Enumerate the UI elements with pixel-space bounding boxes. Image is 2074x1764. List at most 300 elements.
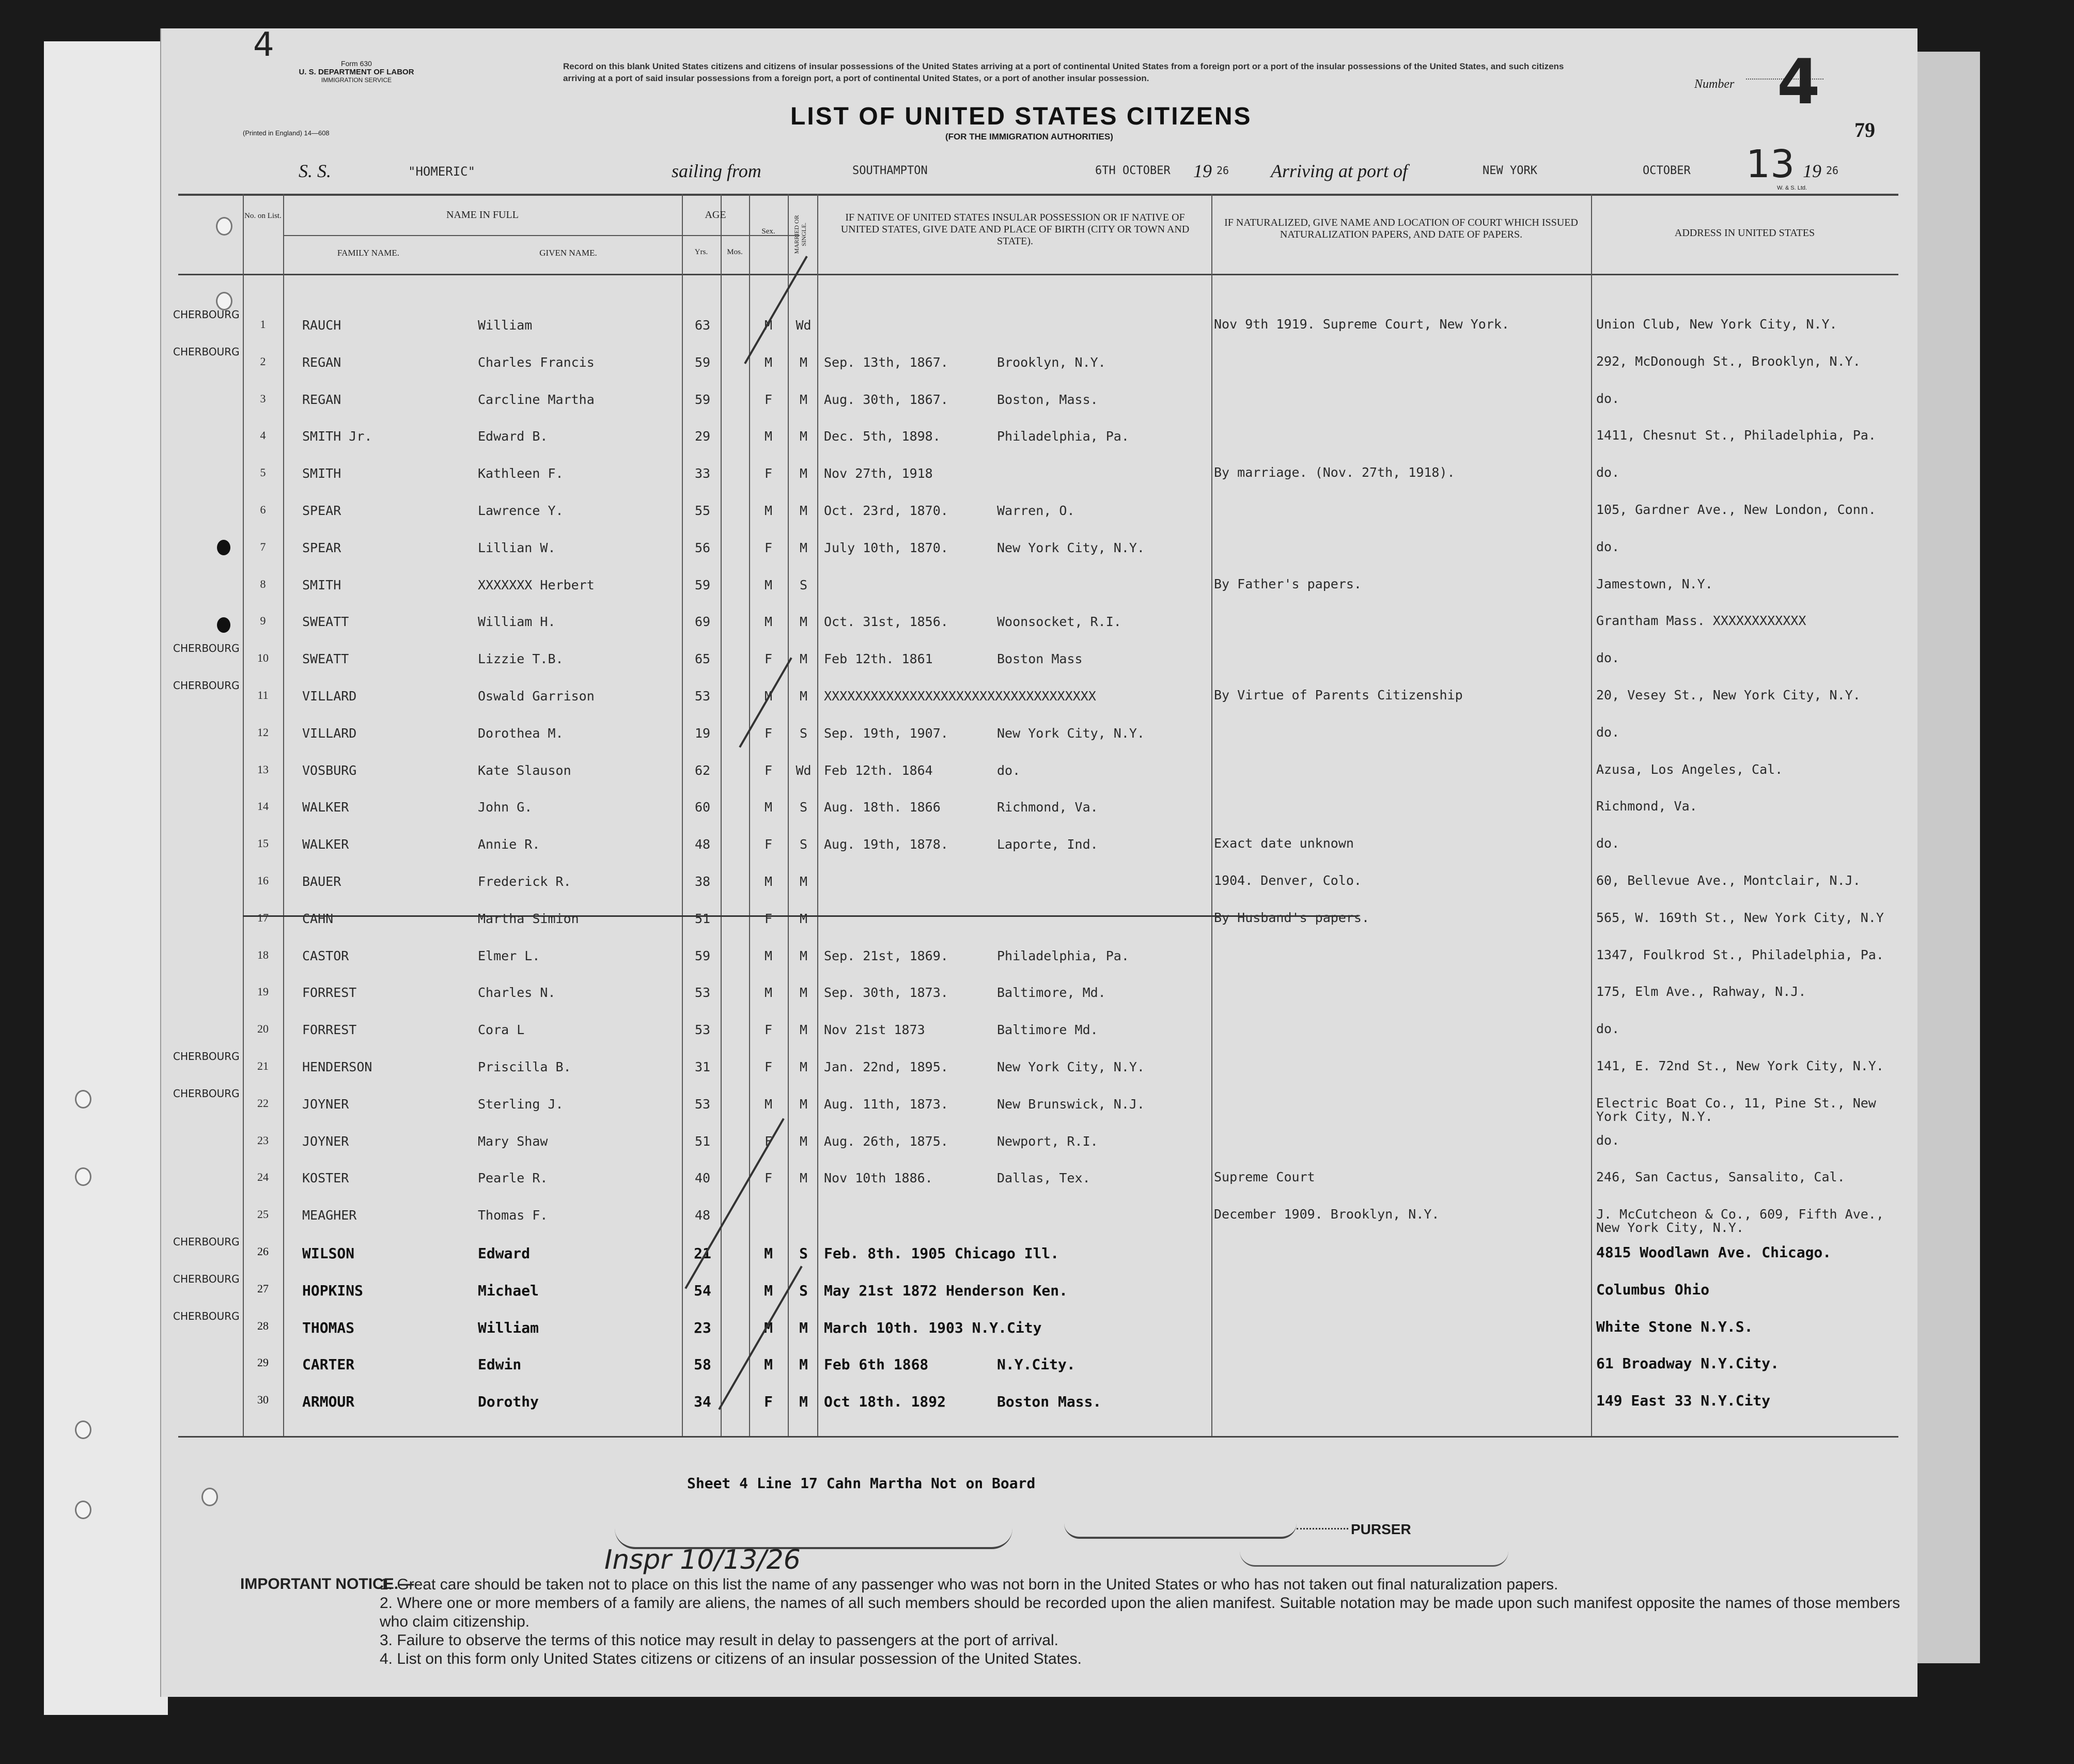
row-addr: Columbus Ohio bbox=[1596, 1281, 1710, 1298]
row-sex: M bbox=[764, 1356, 773, 1373]
row-ms: Wd bbox=[796, 318, 812, 333]
row-given: XXXXXXX Herbert bbox=[478, 577, 595, 592]
row-family: CAHN bbox=[302, 911, 334, 926]
row-n: 23 bbox=[257, 1133, 269, 1147]
form-number: Form 630 bbox=[341, 59, 372, 68]
punch-hole bbox=[216, 292, 232, 310]
row-given: Frederick R. bbox=[478, 874, 571, 889]
row-family: RAUCH bbox=[302, 318, 341, 333]
row-addr: Richmond, Va. bbox=[1596, 799, 1697, 814]
row-sex: F bbox=[764, 392, 773, 407]
row-nat: By Husband's papers. bbox=[1214, 910, 1370, 925]
row-birth-date: Aug. 26th, 1875. bbox=[824, 1133, 948, 1149]
header-native: IF NATIVE OF UNITED STATES INSULAR POSSESSION OR IF NATIVE OF UNITED STATES, GIVE DATE AND PLACE OF BIRTH (CITY OR TOWN AND STATE). bbox=[840, 212, 1190, 247]
printed-note: (Printed in England) 14—608 bbox=[243, 129, 330, 137]
row-family: SMITH bbox=[302, 466, 341, 481]
row-n: 19 bbox=[257, 985, 269, 998]
row-age: 55 bbox=[694, 503, 711, 518]
punch-hole bbox=[217, 617, 230, 633]
row-birth-date: Oct. 23rd, 1870. bbox=[824, 503, 948, 518]
footer-note: Sheet 4 Line 17 Cahn Martha Not on Board bbox=[687, 1475, 1036, 1492]
row-family: CARTER bbox=[302, 1356, 355, 1373]
punch-hole bbox=[217, 540, 230, 555]
row-birth-date: May 21st 1872 Henderson Ken. bbox=[824, 1282, 1068, 1299]
margin-port-note: CHERBOURG bbox=[173, 642, 240, 655]
punch-hole bbox=[75, 1501, 91, 1519]
row-family: REGAN bbox=[302, 392, 341, 407]
purser-label: PURSER bbox=[1351, 1521, 1411, 1537]
row-family: HENDERSON bbox=[302, 1059, 372, 1074]
row-addr: Azusa, Los Angeles, Cal. bbox=[1596, 761, 1783, 777]
row-sex: M bbox=[764, 614, 773, 630]
row-given: Pearle R. bbox=[478, 1170, 548, 1186]
row-birth-date: Feb 6th 1868 bbox=[824, 1356, 929, 1373]
notice-item: 1. Great care should be taken not to place on this list the name of any passenger who was not born in the United States or who has not taken out final naturalization papers. bbox=[380, 1576, 1558, 1593]
row-given: Edward bbox=[478, 1245, 531, 1262]
row-nat: 1904. Denver, Colo. bbox=[1214, 873, 1362, 888]
row-ms: M bbox=[799, 429, 808, 444]
row-birth-date: Aug. 11th, 1873. bbox=[824, 1096, 948, 1112]
row-birth-date: Sep. 19th, 1907. bbox=[824, 725, 948, 741]
row-addr: 141, E. 72nd St., New York City, N.Y. bbox=[1596, 1058, 1884, 1073]
row-n: 17 bbox=[257, 911, 269, 924]
row-addr: 149 East 33 N.Y.City bbox=[1596, 1392, 1771, 1410]
row-sex: F bbox=[764, 725, 773, 741]
row-age: 53 bbox=[694, 1022, 711, 1038]
row-sex: F bbox=[764, 762, 773, 778]
page-stack-edge bbox=[1911, 52, 1980, 1663]
row-ms: S bbox=[799, 1245, 808, 1262]
row-birth-date: Feb. 8th. 1905 Chicago Ill. bbox=[824, 1245, 1059, 1262]
row-n: 25 bbox=[257, 1208, 269, 1221]
row-addr: Union Club, New York City, N.Y. bbox=[1596, 317, 1837, 332]
row-addr: do. bbox=[1596, 539, 1620, 554]
row-age: 65 bbox=[694, 651, 711, 667]
row-sex: F bbox=[764, 1393, 773, 1411]
row-birth-date: Aug. 19th, 1878. bbox=[824, 837, 948, 852]
row-ms: M bbox=[799, 503, 808, 518]
row-n: 30 bbox=[257, 1393, 269, 1407]
notice-title: IMPORTANT NOTICE.— bbox=[240, 1575, 414, 1593]
row-family: VOSBURG bbox=[302, 762, 357, 778]
row-given: William H. bbox=[478, 614, 556, 630]
row-birth-place: Baltimore Md. bbox=[997, 1022, 1098, 1038]
row-birth-place: do. bbox=[997, 762, 1021, 778]
row-addr: do. bbox=[1596, 724, 1620, 740]
row-n: 10 bbox=[257, 651, 269, 665]
row-given: Annie R. bbox=[478, 837, 540, 852]
row-family: FORREST bbox=[302, 1022, 357, 1038]
service: IMMIGRATION SERVICE bbox=[321, 76, 392, 84]
row-family: WILSON bbox=[302, 1245, 355, 1262]
page-number: 79 bbox=[1854, 118, 1875, 142]
row-given: Dorothea M. bbox=[478, 725, 564, 741]
row-family: SWEATT bbox=[302, 614, 349, 630]
row-age: 54 bbox=[694, 1282, 711, 1299]
row-n: 7 bbox=[260, 540, 266, 553]
row-sex: M bbox=[764, 1282, 773, 1299]
depart-year: 26 bbox=[1217, 164, 1229, 177]
row-ms: M bbox=[799, 1319, 808, 1336]
row-family: KOSTER bbox=[302, 1170, 349, 1186]
row-n: 1 bbox=[260, 318, 266, 331]
row-age: 23 bbox=[694, 1319, 711, 1336]
row-family: BAUER bbox=[302, 874, 341, 889]
row-birth-date: Sep. 13th, 1867. bbox=[824, 354, 948, 370]
row-addr: 60, Bellevue Ave., Montclair, N.J. bbox=[1596, 873, 1861, 888]
row-birth-date: Dec. 5th, 1898. bbox=[824, 429, 941, 444]
row-n: 2 bbox=[260, 354, 266, 368]
row-given: Dorothy bbox=[478, 1393, 539, 1411]
row-given: Lawrence Y. bbox=[478, 503, 564, 518]
row-birth-date: Aug. 30th, 1867. bbox=[824, 392, 948, 407]
row-birth-place: Laporte, Ind. bbox=[997, 837, 1098, 852]
header-married: MARRIED OR SINGLE. bbox=[793, 215, 807, 254]
binder-edge bbox=[44, 41, 168, 1715]
row-age: 33 bbox=[694, 466, 711, 481]
row-given: John G. bbox=[478, 800, 533, 815]
row-ms: M bbox=[799, 948, 808, 963]
row-addr: 20, Vesey St., New York City, N.Y. bbox=[1596, 688, 1861, 703]
row-birth-place: New York City, N.Y. bbox=[997, 540, 1145, 555]
row-age: 53 bbox=[694, 1096, 711, 1112]
row-birth-date: Oct. 31st, 1856. bbox=[824, 614, 948, 630]
row-birth-place: Brooklyn, N.Y. bbox=[997, 354, 1106, 370]
row-birth-place: N.Y.City. bbox=[997, 1356, 1075, 1373]
row-addr: 105, Gardner Ave., New London, Conn. bbox=[1596, 502, 1876, 517]
row-age: 59 bbox=[694, 577, 711, 592]
row-given: William bbox=[478, 1319, 539, 1336]
row-sex: M bbox=[764, 318, 773, 333]
row-birth-place: Woonsocket, R.I. bbox=[997, 614, 1121, 630]
manifest-sheet bbox=[160, 28, 1917, 1697]
row-age: 56 bbox=[694, 540, 711, 555]
row-age: 31 bbox=[694, 1059, 711, 1074]
row-family: SPEAR bbox=[302, 503, 341, 518]
row-sex: M bbox=[764, 948, 773, 963]
row-given: Kathleen F. bbox=[478, 466, 564, 481]
row-addr: J. McCutcheon & Co., 609, Fifth Ave., New York City, N.Y. bbox=[1596, 1207, 1884, 1236]
row-nat: December 1909. Brooklyn, N.Y. bbox=[1214, 1207, 1440, 1222]
row-addr: 246, San Cactus, Sansalito, Cal. bbox=[1596, 1169, 1845, 1185]
row-birth-place: Dallas, Tex. bbox=[997, 1170, 1090, 1186]
row-addr: 175, Elm Ave., Rahway, N.J. bbox=[1596, 984, 1806, 1000]
inspector-stamp: Inspr 10/13/26 bbox=[604, 1544, 801, 1575]
row-family: JOYNER bbox=[302, 1096, 349, 1112]
row-n: 12 bbox=[257, 725, 269, 739]
row-given: Priscilla B. bbox=[478, 1059, 571, 1074]
arrive-year-prefix: 19 bbox=[1803, 161, 1821, 181]
ship-name: "HOMERIC" bbox=[408, 164, 476, 179]
row-birth-place: Warren, O. bbox=[997, 503, 1075, 518]
row-addr: 61 Broadway N.Y.City. bbox=[1596, 1355, 1780, 1372]
row-sex: M bbox=[764, 1096, 773, 1112]
row-ms: M bbox=[799, 1133, 808, 1149]
signature-second bbox=[1240, 1539, 1508, 1567]
form-instruction: Record on this blank United States citizens and citizens of insular possessions of the United States arriving at a port of continental United States from a foreign port or a port of the insular possessions of the United States, and such citizens arriving at a port of said insular possessions from a foreign port, a port of continental United States, or a port of another insular possession. bbox=[563, 61, 1564, 83]
row-birth-place: Baltimore, Md. bbox=[997, 985, 1106, 1001]
header-age: AGE bbox=[705, 209, 726, 221]
row-age: 60 bbox=[694, 800, 711, 815]
row-age: 62 bbox=[694, 762, 711, 778]
row-sex: F bbox=[764, 1170, 773, 1186]
page-title: LIST OF UNITED STATES CITIZENS bbox=[790, 103, 1252, 130]
row-given: Edward B. bbox=[478, 429, 548, 444]
row-n: 21 bbox=[257, 1059, 269, 1072]
row-birth-date: March 10th. 1903 N.Y.City bbox=[824, 1319, 1042, 1336]
row-ms: M bbox=[799, 466, 808, 481]
row-sex: M bbox=[764, 985, 773, 1001]
row-sex: M bbox=[764, 429, 773, 444]
row-family: MEAGHER bbox=[302, 1208, 357, 1223]
row-ms: M bbox=[799, 911, 808, 926]
margin-port-note: CHERBOURG bbox=[173, 679, 240, 692]
row-age: 53 bbox=[694, 985, 711, 1001]
header-name-in-full: NAME IN FULL bbox=[446, 209, 519, 221]
row-ms: M bbox=[799, 1356, 808, 1373]
row-addr: do. bbox=[1596, 836, 1620, 851]
punch-hole bbox=[216, 217, 232, 236]
row-sex: M bbox=[764, 689, 773, 704]
row-ms: M bbox=[799, 392, 808, 407]
row-addr: 1347, Foulkrod St., Philadelphia, Pa. bbox=[1596, 947, 1884, 962]
row-n: 27 bbox=[257, 1282, 269, 1295]
row-sex: M bbox=[764, 1319, 773, 1336]
row-given: Kate Slauson bbox=[478, 762, 571, 778]
header-yrs: Yrs. bbox=[694, 248, 708, 256]
row-sex: F bbox=[764, 911, 773, 926]
row-n: 16 bbox=[257, 874, 269, 887]
row-nat: By marriage. (Nov. 27th, 1918). bbox=[1214, 465, 1455, 480]
row-given: Edwin bbox=[478, 1356, 522, 1373]
row-nat: By Virtue of Parents Citizenship bbox=[1214, 688, 1463, 703]
row-birth-date: Jan. 22nd, 1895. bbox=[824, 1059, 948, 1074]
row-age: 21 bbox=[694, 1245, 711, 1262]
row-n: 4 bbox=[260, 429, 266, 442]
row-given: Carcline Martha bbox=[478, 392, 595, 407]
row-sex: M bbox=[764, 1245, 773, 1262]
row-family: THOMAS bbox=[302, 1319, 355, 1336]
row-ms: M bbox=[799, 1393, 808, 1411]
row-birth-date: Nov 10th 1886. bbox=[824, 1170, 933, 1186]
row-birth-date: Feb 12th. 1861 bbox=[824, 651, 933, 667]
header-family-name: FAMILY NAME. bbox=[337, 248, 400, 258]
row-birth-place: New York City, N.Y. bbox=[997, 1059, 1145, 1074]
row-birth-place: Newport, R.I. bbox=[997, 1133, 1098, 1149]
row-family: VILLARD bbox=[302, 689, 357, 704]
row-age: 29 bbox=[694, 429, 711, 444]
row-n: 11 bbox=[257, 689, 269, 701]
row-age: 59 bbox=[694, 948, 711, 963]
header-given-name: GIVEN NAME. bbox=[539, 248, 597, 258]
row-addr: Grantham Mass. XXXXXXXXXXXX bbox=[1596, 613, 1806, 629]
row-family: ARMOUR bbox=[302, 1393, 355, 1411]
row-age: 34 bbox=[694, 1393, 711, 1411]
row-ms: S bbox=[799, 577, 808, 592]
row-age: 40 bbox=[694, 1170, 711, 1186]
notice-item: 2. Where one or more members of a family are aliens, the names of all such members should be recorded upon the alien manifest. Suitable notation may be made upon such manifest opposite the names of those members who claim citizenship. bbox=[380, 1595, 1900, 1630]
row-n: 8 bbox=[260, 577, 266, 590]
arrive-month: OCTOBER bbox=[1643, 164, 1691, 177]
row-n: 15 bbox=[257, 837, 269, 850]
row-n: 28 bbox=[257, 1319, 269, 1332]
row-ms: M bbox=[799, 1096, 808, 1112]
row-age: 59 bbox=[694, 354, 711, 370]
row-addr: do. bbox=[1596, 1132, 1620, 1148]
row-age: 48 bbox=[694, 837, 711, 852]
row-ms: M bbox=[799, 1170, 808, 1186]
row-family: VILLARD bbox=[302, 725, 357, 741]
row-age: 51 bbox=[694, 1133, 711, 1149]
arrive-day: 13 bbox=[1746, 142, 1795, 186]
row-age: 59 bbox=[694, 392, 711, 407]
row-n: 14 bbox=[257, 800, 269, 813]
row-family: HOPKINS bbox=[302, 1282, 364, 1299]
notice-item: 4. List on this form only United States citizens or citizens of an insular possession of the United States. bbox=[380, 1650, 1082, 1667]
row-n: 3 bbox=[260, 392, 266, 405]
row-addr: Electric Boat Co., 11, Pine St., New York City, N.Y. bbox=[1596, 1095, 1876, 1125]
row-ms: S bbox=[799, 837, 808, 852]
row-family: REGAN bbox=[302, 354, 341, 370]
row-given: Martha Simion bbox=[478, 911, 579, 926]
row-ms: S bbox=[799, 725, 808, 741]
row-birth-place: Philadelphia, Pa. bbox=[997, 429, 1129, 444]
margin-port-note: CHERBOURG bbox=[173, 1050, 240, 1063]
row-birth-place: Philadelphia, Pa. bbox=[997, 948, 1129, 963]
row-ms: M bbox=[799, 1022, 808, 1038]
sailing-label: sailing from bbox=[672, 161, 761, 181]
row-n: 22 bbox=[257, 1096, 269, 1110]
row-17-strike bbox=[243, 915, 1359, 917]
row-birth-date: Oct 18th. 1892 bbox=[824, 1393, 946, 1411]
header-address: ADDRESS IN UNITED STATES bbox=[1674, 227, 1815, 239]
row-sex: F bbox=[764, 651, 773, 667]
depart-year-prefix: 19 bbox=[1193, 161, 1212, 181]
row-given: Lizzie T.B. bbox=[478, 651, 564, 667]
row-ms: M bbox=[799, 354, 808, 370]
row-sex: F bbox=[764, 1059, 773, 1074]
row-sex: F bbox=[764, 1022, 773, 1038]
row-birth-date: Sep. 21st, 1869. bbox=[824, 948, 948, 963]
row-birth-date: Aug. 18th. 1866 bbox=[824, 800, 941, 815]
row-ms: S bbox=[799, 800, 808, 815]
row-family: SMITH bbox=[302, 577, 341, 592]
margin-port-note: CHERBOURG bbox=[173, 308, 240, 321]
row-sex: F bbox=[764, 540, 773, 555]
row-given: William bbox=[478, 318, 533, 333]
row-family: WALKER bbox=[302, 800, 349, 815]
row-age: 53 bbox=[694, 689, 711, 704]
row-sex: M bbox=[764, 503, 773, 518]
arriving-label: Arriving at port of bbox=[1271, 161, 1408, 181]
page-subtitle: (FOR THE IMMIGRATION AUTHORITIES) bbox=[945, 132, 1113, 142]
row-family: SWEATT bbox=[302, 651, 349, 667]
margin-port-note: CHERBOURG bbox=[173, 1087, 240, 1100]
row-sex: F bbox=[764, 1133, 773, 1149]
row-given: Thomas F. bbox=[478, 1208, 548, 1223]
row-family: WALKER bbox=[302, 837, 349, 852]
punch-hole bbox=[75, 1420, 91, 1439]
punch-hole bbox=[75, 1167, 91, 1186]
row-n: 5 bbox=[260, 466, 266, 479]
row-age: 51 bbox=[694, 911, 711, 926]
number-label: Number bbox=[1694, 77, 1735, 91]
punch-hole bbox=[201, 1488, 218, 1506]
row-n: 20 bbox=[257, 1022, 269, 1036]
row-given: Michael bbox=[478, 1282, 539, 1299]
row-n: 18 bbox=[257, 948, 269, 961]
sheet-number: 4 bbox=[1777, 46, 1820, 118]
printer-mark: W. & S. Ltd. bbox=[1777, 185, 1807, 191]
row-ms: M bbox=[799, 540, 808, 555]
row-n: 26 bbox=[257, 1245, 269, 1258]
row-sex: F bbox=[764, 466, 773, 481]
margin-port-note: CHERBOURG bbox=[173, 1309, 240, 1322]
row-given: Sterling J. bbox=[478, 1096, 564, 1112]
row-birth-date: Feb 12th. 1864 bbox=[824, 762, 933, 778]
row-sex: M bbox=[764, 800, 773, 815]
row-n: 9 bbox=[260, 614, 266, 628]
row-age: 38 bbox=[694, 874, 711, 889]
row-age: 69 bbox=[694, 614, 711, 630]
arrive-year: 26 bbox=[1826, 164, 1839, 177]
row-ms: M bbox=[799, 1059, 808, 1074]
row-addr: 4815 Woodlawn Ave. Chicago. bbox=[1596, 1244, 1832, 1261]
header-mos: Mos. bbox=[727, 248, 743, 256]
row-ms: M bbox=[799, 874, 808, 889]
header-sex: Sex. bbox=[761, 227, 775, 236]
row-addr: do. bbox=[1596, 1021, 1620, 1037]
signature-purser bbox=[1064, 1501, 1297, 1539]
row-n: 13 bbox=[257, 762, 269, 776]
margin-port-note: CHERBOURG bbox=[173, 1236, 240, 1248]
row-birth-date: Sep. 30th, 1873. bbox=[824, 985, 948, 1001]
row-family: SMITH Jr. bbox=[302, 429, 372, 444]
row-given: Lillian W. bbox=[478, 540, 556, 555]
department: U. S. DEPARTMENT OF LABOR bbox=[299, 68, 414, 76]
row-given: Charles N. bbox=[478, 985, 556, 1001]
row-ms: M bbox=[799, 985, 808, 1001]
row-ms: M bbox=[799, 614, 808, 630]
row-birth-date: XXXXXXXXXXXXXXXXXXXXXXXXXXXXXXXXXXX bbox=[824, 689, 1096, 704]
depart-date: 6TH OCTOBER bbox=[1095, 164, 1171, 177]
row-age: 63 bbox=[694, 318, 711, 333]
row-n: 24 bbox=[257, 1170, 269, 1184]
row-birth-place: New Brunswick, N.J. bbox=[997, 1096, 1145, 1112]
row-sex: M bbox=[764, 577, 773, 592]
row-n: 6 bbox=[260, 503, 266, 516]
row-addr: do. bbox=[1596, 391, 1620, 406]
row-birth-date: Nov 21st 1873 bbox=[824, 1022, 925, 1038]
row-given: Mary Shaw bbox=[478, 1133, 548, 1149]
row-ms: M bbox=[799, 689, 808, 704]
row-addr: do. bbox=[1596, 465, 1620, 480]
punch-hole bbox=[75, 1090, 91, 1109]
row-birth-place: Boston Mass. bbox=[997, 1393, 1102, 1411]
row-addr: Jamestown, N.Y. bbox=[1596, 576, 1713, 591]
row-age: 48 bbox=[694, 1208, 711, 1223]
row-n: 29 bbox=[257, 1356, 269, 1369]
header-naturalized: IF NATURALIZED, GIVE NAME AND LOCATION OF COURT WHICH ISSUED NATURALIZATION PAPERS, AND DATE OF PAPERS. bbox=[1224, 217, 1578, 240]
row-birth-place: Richmond, Va. bbox=[997, 800, 1098, 815]
row-addr: White Stone N.Y.S. bbox=[1596, 1318, 1753, 1335]
row-nat: Supreme Court bbox=[1214, 1169, 1315, 1185]
row-nat: By Father's papers. bbox=[1214, 576, 1362, 591]
row-sex: F bbox=[764, 837, 773, 852]
row-ms: S bbox=[799, 1282, 808, 1299]
row-family: SPEAR bbox=[302, 540, 341, 555]
row-family: FORREST bbox=[302, 985, 357, 1001]
